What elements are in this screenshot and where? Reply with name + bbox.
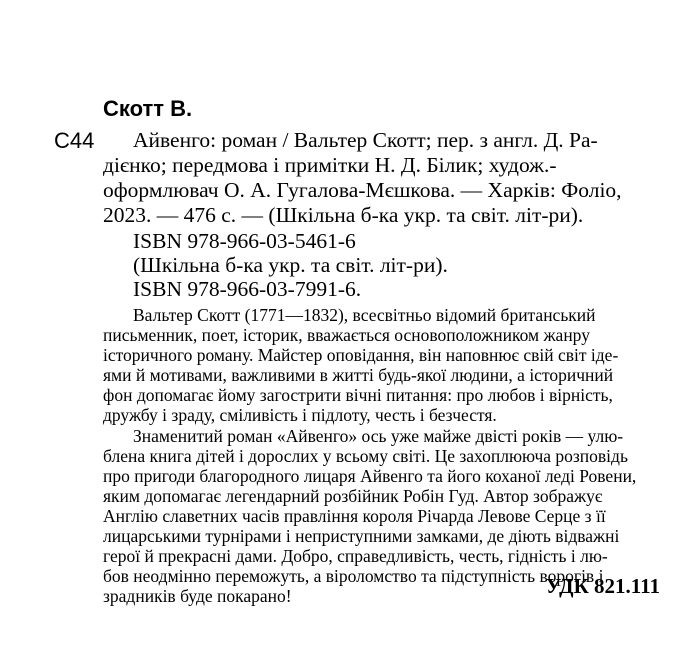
annotation-line: Вальтер Скотт (1771—1832), всесвітньо відомий британський [133,305,596,325]
annotation-line: письменник, поет, історик, вважається основоположником жанру [103,325,590,345]
isbn-line-2 [133,277,361,301]
description-line: Айвенго: роман / Вальтер Скотт; пер. з англ. Д. Ра- [133,128,598,152]
annotation-line: зрадників буде покарано! [103,586,292,606]
author-mark: С44 [54,128,95,153]
annotation-line: фон допомагає йому загострити вічні питання: про любов і вірність, [103,385,613,405]
isbn-value: 978-966-03-7991-6. [187,277,362,301]
annotation-line: Англію славетних часів правління короля Річарда Левове Серце з її [103,506,606,526]
annotation-line: бов неодмінно переможуть, а віроломство та підступність ворогів і [103,566,604,586]
description-line: оформлювач О. А. Гугалова-Мєшкова. — Харків: Фоліо, [103,178,622,202]
annotation-line: блена книга дітей і дорослих у всьому світі. Це захоплююча розповідь [103,446,628,466]
isbn-line-1 [133,229,356,253]
annotation-line: яким допомагає легендарний розбійник Робін Гуд. Автор зображує [103,486,603,506]
udk-code: УДК 821.111 [545,574,660,598]
annotation-line: про пригоди благородного лицаря Айвенго та його коханої леді Ровени, [103,466,637,486]
annotation-line: герої й прекрасні дами. Добро, справедливість, честь, гідність і лю- [103,546,608,566]
annotation-line: ями й мотивами, важливими в житті будь-якої людини, а історичний [103,365,614,385]
isbn-value: 978-966-03-5461-6 [187,229,356,253]
description-line: 2023. — 476 с. — (Шкільна б-ка укр. та світ. літ-ри). [103,203,584,227]
isbn-label: ISBN [133,277,182,301]
author-heading: Скотт В. [103,96,193,121]
series-note: (Шкільна б-ка укр. та світ. літ-ри). [133,253,448,277]
annotation-line: лицарськими турнірами і неприступними замками, де діють відважні [103,526,620,546]
description-line: дієнко; передмова і примітки Н. Д. Білик; худож.- [103,153,557,177]
isbn-label: ISBN [133,229,182,253]
annotation-line: дружбу і зраду, сміливість і підлоту, честь і безчестя. [103,405,497,425]
annotation-line: історичного роману. Майстер оповідання, він наповнює свій світ іде- [103,345,619,365]
annotation-line: Знаменитий роман «Айвенго» ось уже майже двісті років — улю- [133,426,624,446]
